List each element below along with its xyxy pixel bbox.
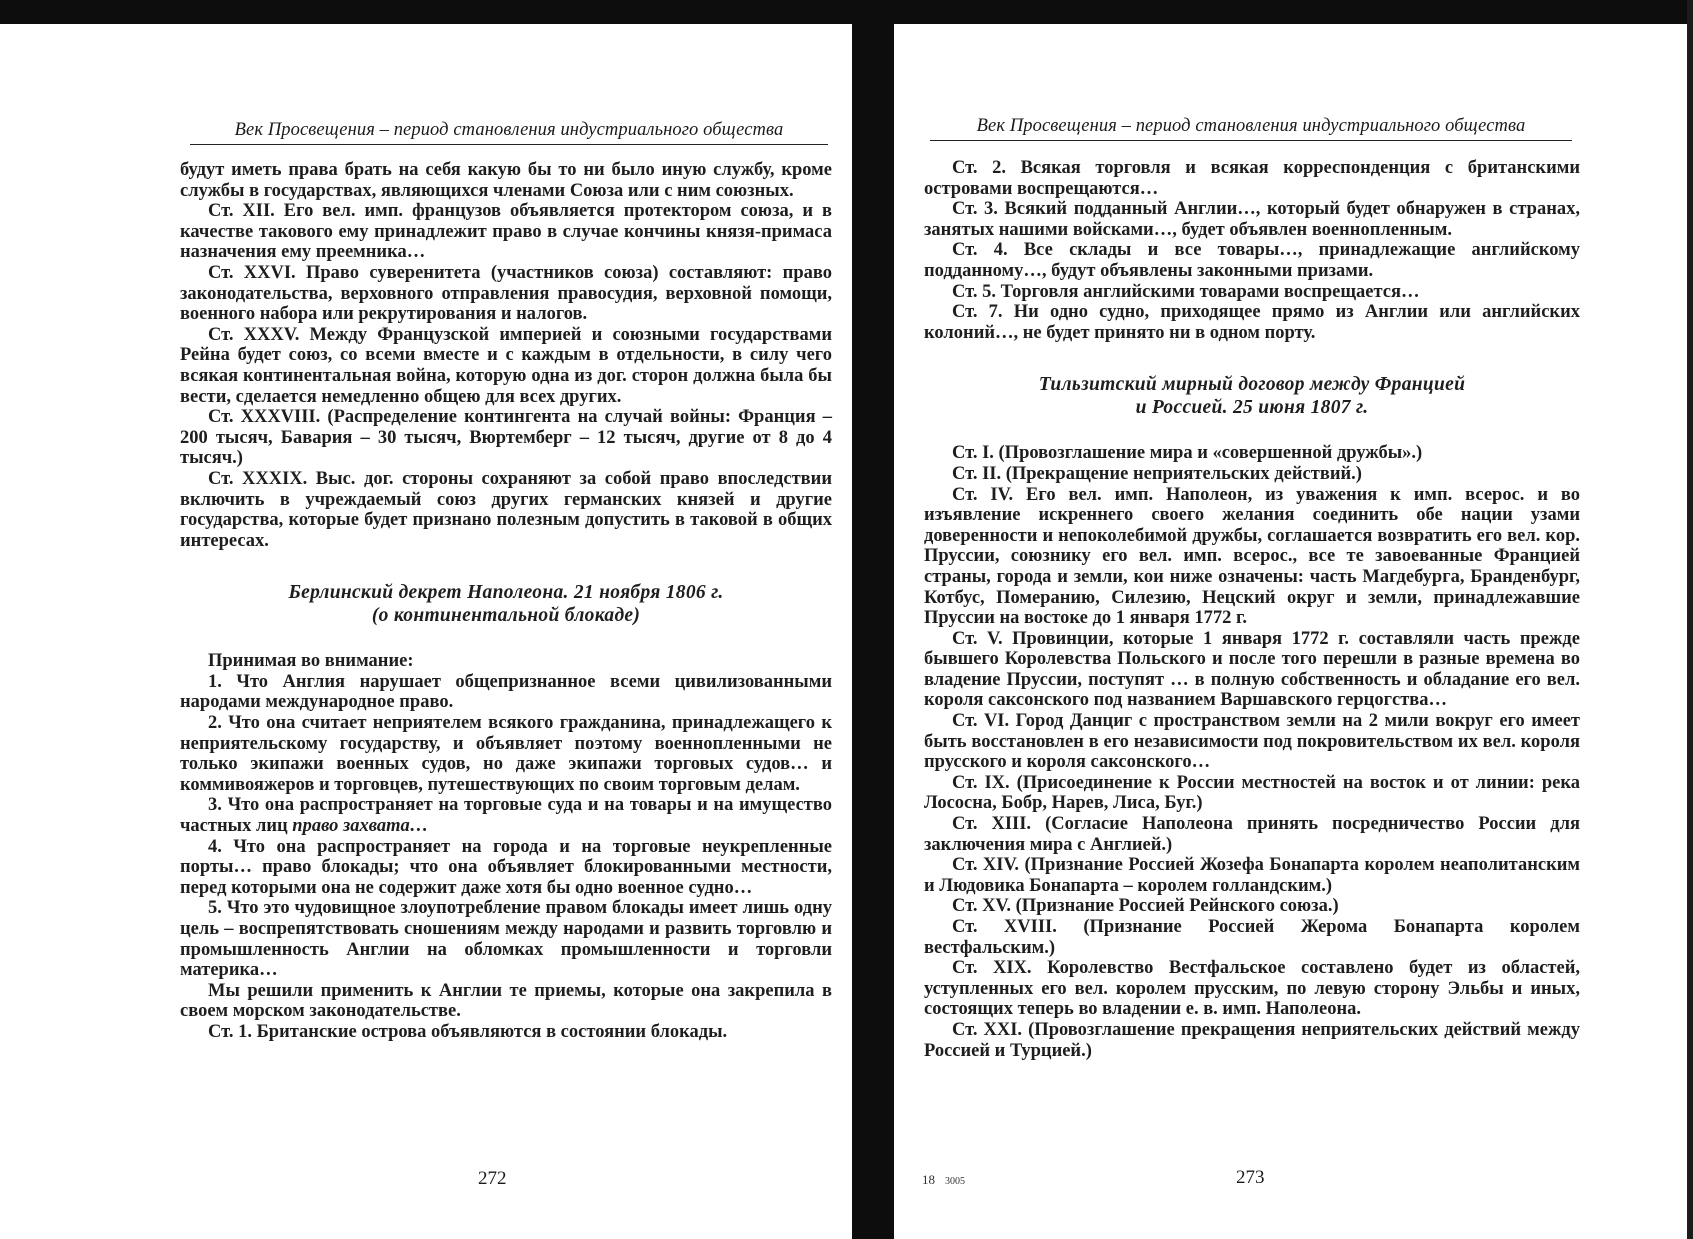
left-page-body xyxy=(180,160,832,1043)
scan-right-edge xyxy=(1687,0,1693,1239)
right-heading-line1: Тильзитский мирный договор между Францией xyxy=(1038,374,1466,396)
left-paragraph: 1. Что Англия нарушает общепризнанное всеми цивилизованными народами международное право. xyxy=(180,671,832,713)
right-paragraph: Ст. XIII. (Согласие Наполеона принять посредничество России для заключения мира с Англией.) xyxy=(924,814,1580,855)
right-paragraph: Ст. VI. Город Данциг с пространством земли на 2 мили вокруг его имеет быть восстановлен в его независимости под покровительством их вел. короля прусского и короля саксонского… xyxy=(924,711,1580,773)
left-paragraph: Ст. XXVI. Право суверенитета (участников союза) составляют: право законодательства, верховного отправления правосудия, верховной помощи, военного набора или рекрутирования и налогов. xyxy=(180,262,832,325)
left-paragraph: 2. Что она считает неприятелем всякого гражданина, принадлежащего к неприятельскому государству, и объявляет поэтому военнопленными не только экипажи военных судов, но даже экипажи торговых судов… и коммивояжеров и торговцев, путешествующих по своим торговым делам. xyxy=(180,713,832,795)
right-heading-line2: и Россией. 25 июня 1807 г. xyxy=(1135,397,1369,419)
right-paragraph: Ст. XIX. Королевство Вестфальское составлено будет из областей, уступленных его вел. королем прусским, по левую сторону Эльбы и иных, состоящих теперь во владении е. в. имп. Наполеона. xyxy=(924,958,1580,1020)
right-section-heading xyxy=(924,373,1580,419)
left-paragraph: Ст. XII. Его вел. имп. французов объявляется протектором союза, и в качестве такового ему принадлежит право в случае кончины князя-примаса назначения ему преемника… xyxy=(180,201,832,263)
left-running-head: Век Просвещения – период становления индустриального общества xyxy=(190,120,828,145)
right-paragraph: Ст. XVIII. (Признание Россией Жерома Бонапарта королем вестфальским.) xyxy=(924,917,1580,958)
right-paragraph: Ст. 2. Всякая торговля и всякая корреспонденция с британскими островами воспрещаются… xyxy=(924,158,1580,199)
right-paragraph: Ст. 7. Ни одно судно, приходящее прямо из Англии или английских колоний…, не будет принято ни в одном порту. xyxy=(924,302,1580,343)
right-paragraph: Ст. 5. Торговля английскими товарами воспрещается… xyxy=(952,281,1420,302)
left-paragraph-item-3-text: 3. Что она распространяет на торговые суда и на товары и на имущество частных лиц xyxy=(180,795,832,837)
left-paragraph-item-3 xyxy=(180,795,832,836)
signature-code: 3005 xyxy=(945,1176,965,1187)
right-paragraph: Ст. IV. Его вел. имп. Наполеон, из уважения к имп. всерос. и во изъявление искреннего своего желания соединить обе нации узами доверенности и непоколебимой дружбы, соглашается возвратить его вел. кор. Пруссии, союзнику его вел. имп. всерос., все те завоеванные Францией страны, города и земли, кои ниже означены: часть Магдебурга, Бранденбург, Котбус, Померанию, Силезию, Нецский округ и земли, принадлежавшие Пруссии на востоке до 1 января 1772 г. xyxy=(924,484,1580,629)
right-paragraph: Ст. II. (Прекращение неприятельских действий.) xyxy=(952,463,1362,484)
right-running-head: Век Просвещения – период становления индустриального общества xyxy=(930,116,1572,141)
right-paragraph: Ст. XIV. (Признание Россией Жозефа Бонапарта королем неаполитанским и Людовика Бонапарта – королем голландским.) xyxy=(924,855,1580,896)
left-paragraph: Мы решили применить к Англии те приемы, которые она закрепила в своем морском законодательстве. xyxy=(180,980,832,1022)
left-paragraph: Ст. XXXV. Между Французской империей и союзными государствами Рейна будет союз, со всеми вместе и с каждым в отдельности, в силу чего всякая континентальная война, которую одна из дог. сторон должна была бы вести, сделается немедленно общею для всех других. xyxy=(180,324,832,407)
right-page-number: 273 xyxy=(1236,1167,1265,1188)
left-paragraph: Ст. XXXIX. Выс. дог. стороны сохраняют за собой право впоследствии включить в учреждаемый союз других германских князей и другие государства, которые будет признано полезным допустить в таковой в общих интересах. xyxy=(180,468,832,551)
left-paragraph: Ст. XXXVIII. (Распределение контингента на случай войны: Франция – 200 тысяч, Бавария – 30 тысяч, Вюртемберг – 12 тысяч, другие от 8 до 4 тысяч.) xyxy=(180,407,832,469)
left-paragraph: 5. Что это чудовищное злоупотребление правом блокады имеет лишь одну цель – воспрепятствовать сношениям между народами и развить торговлю и промышленность Англии на обломках промышленности и торговли материка… xyxy=(180,898,832,981)
left-page-number: 272 xyxy=(478,1168,507,1189)
left-section-heading xyxy=(180,581,832,627)
right-paragraph: Ст. I. (Провозглашение мира и «совершенной дружбы».) xyxy=(952,443,1423,464)
left-paragraph: Ст. 1. Британские острова объявляются в состоянии блокады. xyxy=(208,1021,728,1042)
left-paragraph: Принимая во внимание: xyxy=(208,651,414,672)
left-paragraph: 4. Что она распространяет на города и на торговые неукрепленные порты… право блокады; что она объявляет блокированными местности, перед которыми она не содержит даже хотя бы одно военное судно… xyxy=(180,836,832,898)
printer-signature xyxy=(922,1172,965,1188)
left-paragraph-item-3-italic: право захвата… xyxy=(292,816,429,837)
book-gutter xyxy=(852,0,894,1239)
left-heading-line2: (о континентальной блокаде) xyxy=(371,605,641,627)
right-paragraph: Ст. V. Провинции, которые 1 января 1772 г. составляли часть прежде бывшего Королевства Польского и после того перешли в разные времена во владение Пруссии, поступят … в полную собственность и обладание его вел. короля саксонского под названием Варшавского герцогства… xyxy=(924,628,1580,711)
right-paragraph: Ст. 4. Все склады и все товары…, принадлежащие английскому подданному…, будут объявлены законными призами. xyxy=(924,240,1580,281)
right-paragraph: Ст. XXI. (Провозглашение прекращения неприятельских действий между Россией и Турцией.) xyxy=(924,1019,1580,1061)
right-paragraph: Ст. XV. (Признание Россией Рейнского союза.) xyxy=(952,896,1339,917)
signature-mark: 18 xyxy=(922,1172,935,1187)
left-heading-line1: Берлинский декрет Наполеона. 21 ноября 1806 г. xyxy=(288,582,724,604)
right-paragraph: Ст. 3. Всякий подданный Англии…, который будет обнаружен в странах, занятых нашими войсками…, будет объявлен военнопленным. xyxy=(924,199,1580,240)
right-paragraph: Ст. IX. (Присоединение к России местностей на восток и от линии: река Лососна, Бобр, Нарев, Лиса, Буг.) xyxy=(924,772,1580,814)
right-page xyxy=(894,0,1687,1239)
right-page-body xyxy=(924,158,1580,1061)
left-paragraph: будут иметь права брать на себя какую бы то ни было иную службу, кроме службы в государствах, являющихся членами Союза или с ним союзных. xyxy=(180,160,832,201)
